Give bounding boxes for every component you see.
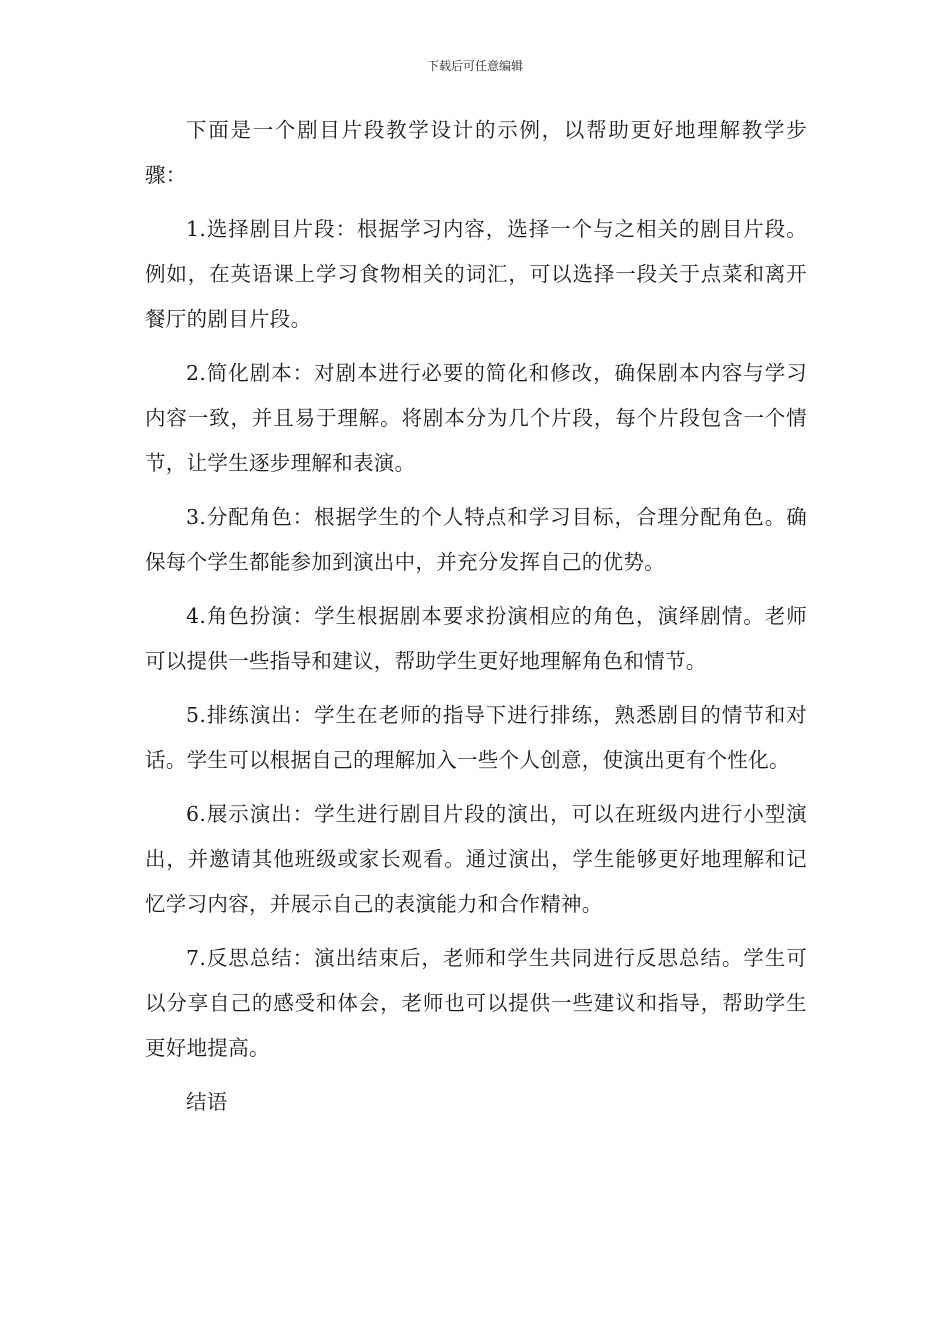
page-header-note: 下载后可任意编辑 [426, 59, 523, 73]
document-body [145, 108, 807, 1134]
step-paragraph-1: 1.选择剧目片段：根据学习内容，选择一个与之相关的剧目片段。例如，在英语课上学习食物相关的词汇，可以选择一段关于点菜和离开餐厅的剧目片段。 [145, 217, 807, 331]
step-paragraph-3: 3.分配角色：根据学生的个人特点和学习目标，合理分配角色。确保每个学生都能参加到演出中，并充分发挥自己的优势。 [145, 505, 807, 574]
step-paragraph-7: 7.反思总结：演出结束后，老师和学生共同进行反思总结。学生可以分享自己的感受和体会，老师也可以提供一些建议和指导，帮助学生更好地提高。 [145, 946, 807, 1060]
intro-paragraph: 下面是一个剧目片段教学设计的示例，以帮助更好地理解教学步骤： [145, 118, 807, 187]
step-paragraph-2: 2.简化剧本：对剧本进行必要的简化和修改，确保剧本内容与学习内容一致，并且易于理解。将剧本分为几个片段，每个片段包含一个情节，让学生逐步理解和表演。 [145, 361, 807, 475]
closing-heading: 结语 [186, 1090, 228, 1114]
step-paragraph-5: 5.排练演出：学生在老师的指导下进行排练，熟悉剧目的情节和对话。学生可以根据自己的理解加入一些个人创意，使演出更有个性化。 [145, 703, 807, 772]
step-paragraph-4: 4.角色扮演：学生根据剧本要求扮演相应的角色，演绎剧情。老师可以提供一些指导和建议，帮助学生更好地理解角色和情节。 [145, 604, 807, 673]
step-paragraph-6: 6.展示演出：学生进行剧目片段的演出，可以在班级内进行小型演出，并邀请其他班级或家长观看。通过演出，学生能够更好地理解和记忆学习内容，并展示自己的表演能力和合作精神。 [145, 802, 807, 916]
